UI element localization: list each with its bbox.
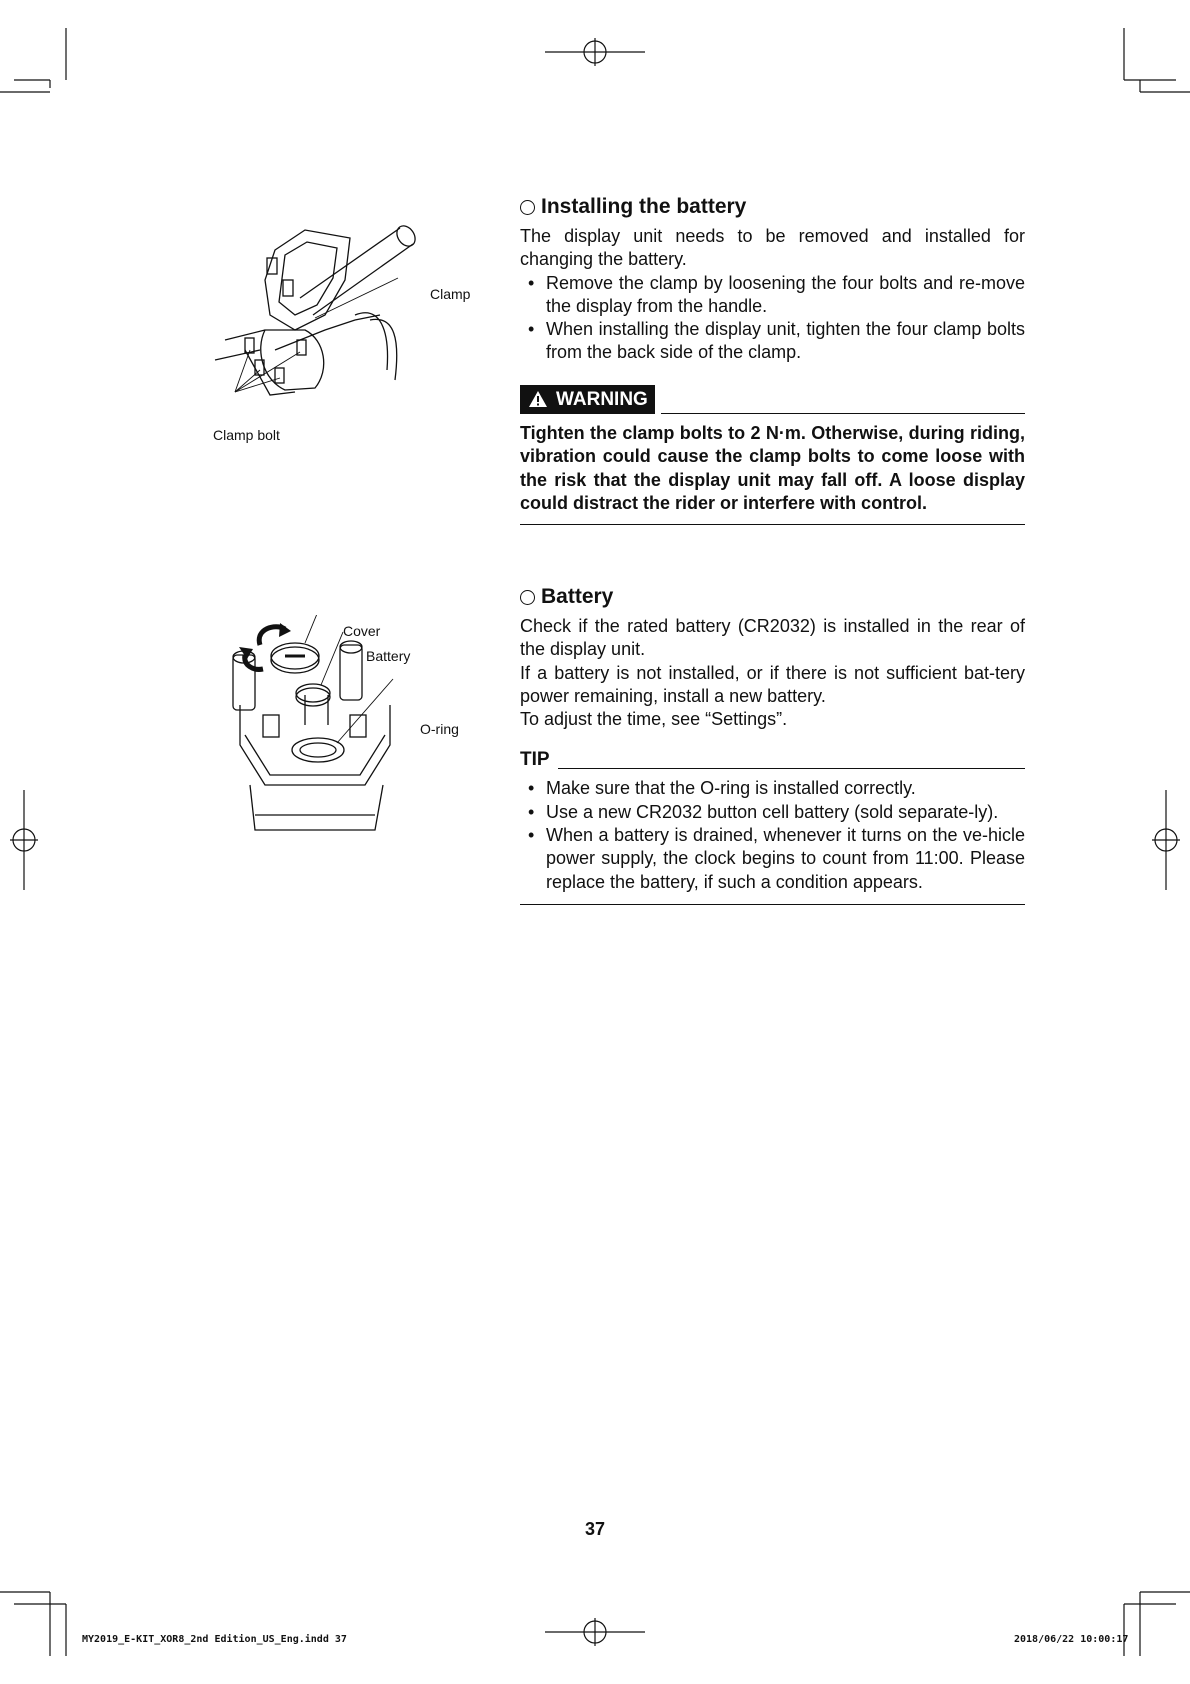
tip-label: TIP xyxy=(520,749,550,771)
list-item: • Remove the clamp by loosening the four bolts and re-move the display from the handle. xyxy=(528,272,1025,316)
install-intro: The display unit needs to be removed and installed for changing the battery. xyxy=(520,226,1025,270)
list-item: • Use a new CR2032 button cell battery (sold separate-ly). xyxy=(528,801,999,822)
warning-header xyxy=(520,385,1025,414)
warning-rule xyxy=(661,413,1025,414)
tip-bottom-rule xyxy=(520,904,1025,905)
section-installing-battery xyxy=(520,194,1025,525)
label-clamp: Clamp xyxy=(430,286,471,302)
figure-display-clamp xyxy=(205,220,505,450)
list-item: • When installing the display unit, tighten the four clamp bolts from the back side of the clamp. xyxy=(528,319,1025,363)
battery-paragraph: If a battery is not installed, or if there is not sufficient bat-tery power remaining, install a new battery. xyxy=(520,662,1025,706)
slug-timestamp: 2018/06/22 10:00:17 xyxy=(1014,1634,1129,1645)
label-clamp-bolt: Clamp bolt xyxy=(213,427,280,443)
warning-badge: WARNING xyxy=(520,385,655,414)
tip-header xyxy=(520,749,1025,771)
install-bullet-list xyxy=(520,272,1025,365)
warning-text: Tighten the clamp bolts to 2 N·m. Otherwise, during riding, vibration could cause the clamp bolts to come loose with the risk that the display unit may fall off. A loose display could distract the rider or interfere with control. xyxy=(520,422,1025,514)
slug-filename: MY2019_E-KIT_XOR8_2nd Edition_US_Eng.indd 37 xyxy=(82,1634,347,1645)
warning-bottom-rule xyxy=(520,524,1025,525)
section-title-battery: Battery xyxy=(520,584,1025,610)
tip-bullet-list xyxy=(520,777,1025,893)
battery-paragraph: To adjust the time, see “Settings”. xyxy=(520,709,788,730)
circle-bullet-icon xyxy=(520,200,535,215)
list-item: • When a battery is drained, whenever it turns on the ve-hicle power supply, the clock begins to count from 11:00. Please replace the battery, if such a condition appears. xyxy=(528,825,1025,892)
section-title-installing: Installing the battery xyxy=(520,194,1025,220)
label-o-ring: O-ring xyxy=(420,721,459,737)
section-battery xyxy=(520,584,1025,905)
tip-rule xyxy=(558,768,1025,769)
battery-paragraph: Check if the rated battery (CR2032) is installed in the rear of the display unit. xyxy=(520,616,1025,660)
label-cover: Cover xyxy=(343,623,381,639)
page-number: 37 xyxy=(584,1519,606,1539)
circle-bullet-icon xyxy=(520,590,535,605)
clamp-illustration xyxy=(205,220,505,450)
list-item: • Make sure that the O-ring is installed correctly. xyxy=(528,778,916,799)
figure-battery-compartment xyxy=(225,615,485,845)
warning-triangle-icon xyxy=(528,390,548,408)
label-battery: Battery xyxy=(366,648,411,664)
